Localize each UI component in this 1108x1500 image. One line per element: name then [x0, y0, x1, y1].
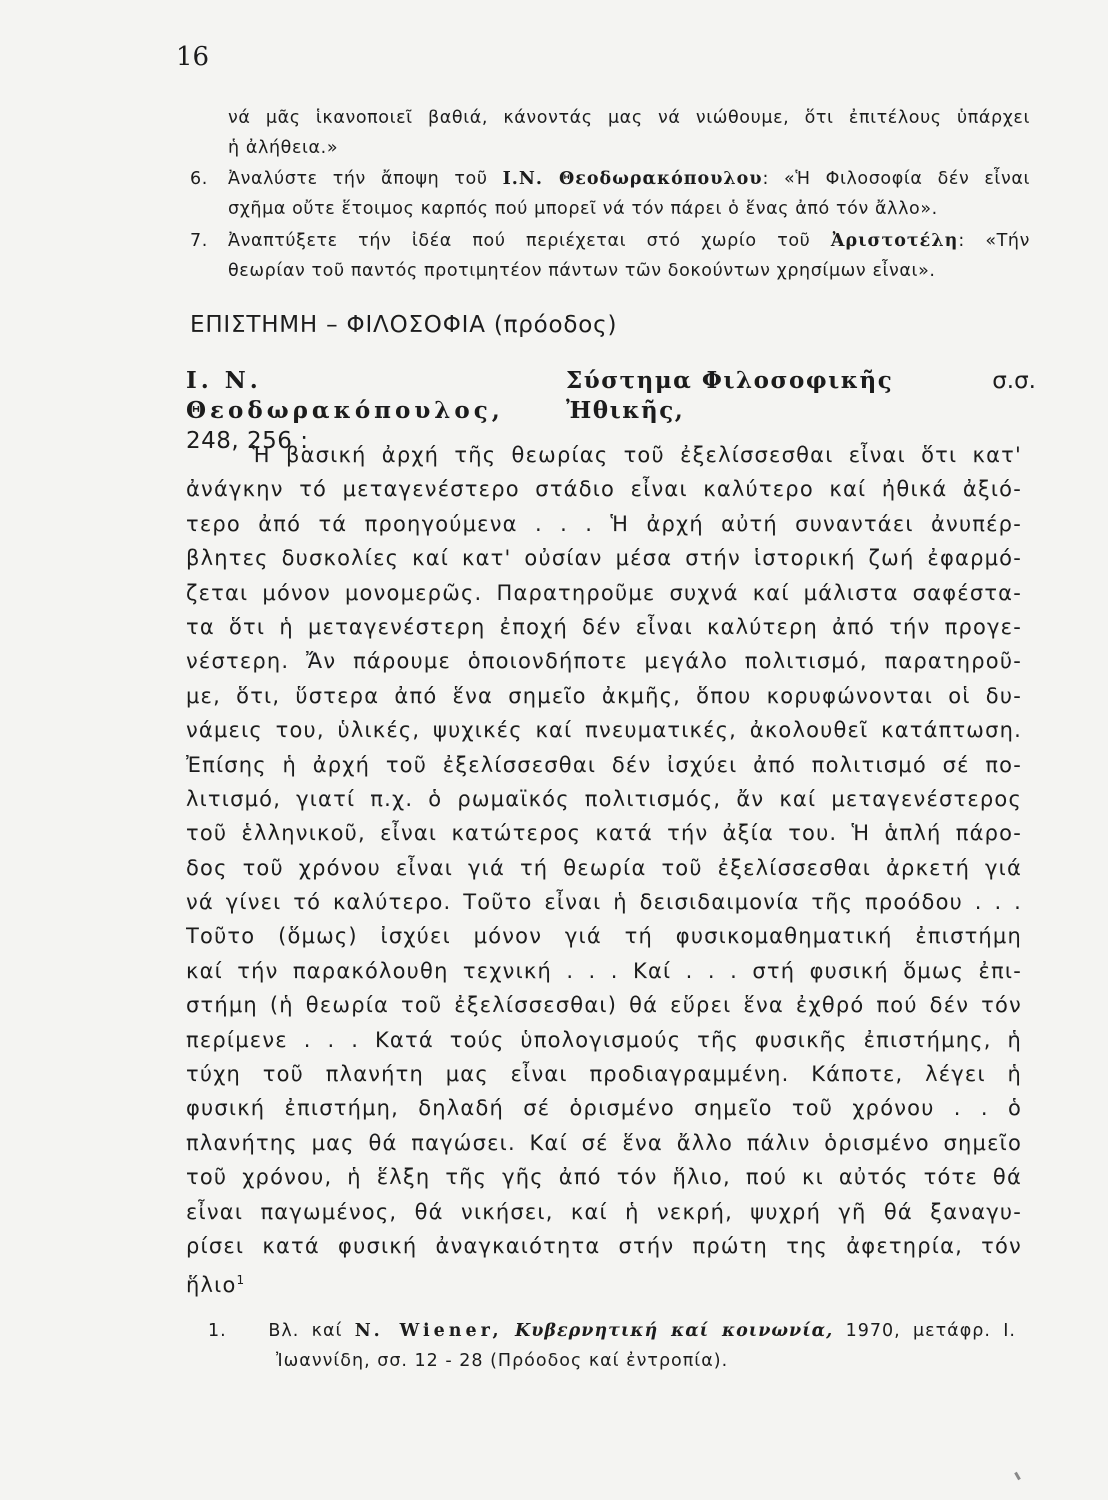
body-line: τερο ἀπό τά προηγούμενα . . . Ἡ ἀρχή αὐτή συναντάει ἀνυπέρ- — [186, 511, 1022, 536]
body-line: τοῦ ἑλληνικοῦ, εἶναι κατώτερος κατά τήν ἀξία του. Ἡ ἁπλή πάρο- — [186, 821, 1022, 846]
scan-speck — [1014, 1472, 1021, 1480]
body-line: ζεται μόνον μονομερῶς. Παρατηροῦμε συχνά καί μάλιστα σαφέστα- — [186, 580, 1022, 605]
body-line: νέστερη. Ἄν πάρουμε ὁποιονδήποτε μεγάλο πολιτισμό, παρατηροῦ- — [186, 649, 1022, 674]
question-author: Ἀριστοτέλη — [830, 231, 959, 251]
body-text — [186, 438, 1022, 1298]
footnote-text: Ἰωαννίδη, σσ. 12 - 28 (Πρόοδος καί ἐντροπία). — [276, 1351, 729, 1371]
source-work: Σύστημα Φιλοσοφικῆς Ἠθικῆς, — [565, 367, 894, 424]
page-number: 16 — [176, 42, 210, 72]
body-line: δος τοῦ χρόνου εἶναι γιά τή θεωρία τοῦ ἐξελίσσεσθαι ἀρκετή γιά — [186, 855, 1022, 880]
section-title: ΕΠΙΣΤΗΜΗ – ΦΙΛΟΣΟΦΙΑ (πρόοδος) — [190, 312, 618, 338]
question-text: : «Ἡ Φιλοσοφία δέν εἶναι — [762, 169, 1030, 189]
footnote-marker: 1 — [236, 1273, 246, 1288]
intro-quote — [190, 103, 1030, 163]
body-line: ἀνάγκην τό μεταγενέστερο στάδιο εἶναι καλύτερο καί ἠθικά ἀξιό- — [186, 477, 1022, 502]
body-line: τύχη τοῦ πλανήτη μας εἶναι προδιαγραμμένη. Κάποτε, λέγει ἡ — [186, 1062, 1022, 1087]
question-text: : «Τήν — [958, 231, 1030, 251]
body-line: Ἡ βασική ἀρχή τῆς θεωρίας τοῦ ἐξελίσσεσθαι εἶναι ὅτι κατ' — [252, 443, 1022, 467]
body-line: ρίσει κατά φυσική ἀναγκαιότητα στήν πρώτη της ἀφετηρία, τόν — [186, 1233, 1022, 1258]
question-author: Ι.Ν. Θεοδωρακόπουλου — [502, 169, 763, 189]
body-last-word: ἥλιο — [186, 1273, 237, 1298]
body-line — [186, 1263, 1022, 1297]
question-text: Ἀναλύστε τήν ἄποψη τοῦ — [228, 169, 503, 189]
body-line: νά γίνει τό καλύτερο. Τοῦτο εἶναι ἡ δεισιδαιμονία τῆς προόδου . . . — [186, 890, 1022, 915]
body-line: περίμενε . . . Κατά τούς ὑπολογισμούς τῆς φυσικῆς ἐπιστήμης, ἡ — [186, 1027, 1022, 1052]
body-line: τοῦ χρόνου, ἡ ἕλξη τῆς γῆς ἀπό τόν ἥλιο, πού κι αὐτός τότε θά — [186, 1165, 1022, 1190]
question-text: θεωρίαν τοῦ παντός προτιμητέον πάντων τῶν δοκούντων χρησίμων εἶναι». — [228, 261, 936, 281]
body-line: στήμη (ἡ θεωρία τοῦ ἐξελίσσεσθαι) θά εὕρει ἕνα ἐχθρό πού δέν τόν — [186, 993, 1022, 1018]
intro-quote-line: νά μᾶς ἱκανοποιεῖ βαθιά, κάνοντάς μας νά νιώθουμε, ὅτι ἐπιτέλους ὑπάρχει — [228, 108, 1030, 128]
body-line: τα ὅτι ἡ μεταγενέστερη ἐποχή δέν εἶναι καλύτερη ἀπό τήν προγε- — [186, 614, 1022, 639]
body-line: νάμεις του, ὑλικές, ψυχικές καί πνευματικές, ἀκολουθεῖ κατάπτωση. — [186, 718, 1022, 743]
body-line: λιτισμό, γιατί π.χ. ὁ ρωμαϊκός πολιτισμός, ἄν καί μεταγενέστερος — [186, 786, 1022, 811]
body-line: καί τήν παρακόλουθη τεχνική . . . Καί . . . στή φυσική ὅμως ἐπι- — [186, 958, 1022, 983]
footnote-text: 1970, μετάφρ. Ι. — [845, 1321, 1016, 1341]
question-number: 6. — [190, 169, 208, 189]
footnote-text: Βλ. καί — [268, 1321, 343, 1341]
footnote-number: 1. — [208, 1321, 227, 1341]
source-ref: σ.σ. — [992, 368, 1036, 394]
source-author: Ι. Ν. Θεοδωρακόπουλος, — [186, 367, 504, 424]
body-line: Ἐπίσης ἡ ἀρχή τοῦ ἐξελίσσεσθαι δέν ἰσχύει ἀπό πολιτισμό σέ πο- — [186, 752, 1022, 777]
body-line: εἶναι παγωμένος, θά νικήσει, καί ἡ νεκρή, ψυχρή γῆ θά ξαναγυ- — [186, 1199, 1022, 1224]
body-line: με, ὅτι, ὕστερα ἀπό ἕνα σημεῖο ἀκμῆς, ὅπου κορυφώνονται οἱ δυ- — [186, 683, 1022, 708]
body-line: Τοῦτο (ὅμως) ἰσχύει μόνον γιά τή φυσικομαθηματική ἐπιστήμη — [186, 924, 1022, 949]
source-pages: 248, 256 : — [186, 428, 309, 454]
intro-quote-line: ἡ ἀλήθεια.» — [228, 138, 339, 158]
footnote-author: N. Wiener, — [354, 1321, 503, 1341]
footnote-title: Κυβερνητική καί κοινωνία, — [515, 1321, 834, 1341]
body-line: βλητες δυσκολίες καί κατ' οὐσίαν μέσα στήν ἱστορική ζωή ἐφαρμό- — [186, 546, 1022, 571]
question-item — [190, 226, 1030, 286]
footnote — [186, 1316, 1016, 1376]
question-item — [190, 164, 1030, 224]
question-text: σχῆμα οὔτε ἕτοιμος καρπός πού μπορεῖ νά τόν πάρει ὁ ἕνας ἀπό τόν ἄλλο». — [228, 199, 938, 219]
body-line: φυσική ἐπιστήμη, δηλαδή σέ ὁρισμένο σημεῖο τοῦ χρόνου . . ὁ — [186, 1096, 1022, 1121]
question-number: 7. — [190, 231, 208, 251]
body-line: πλανήτης μας θά παγώσει. Καί σέ ἕνα ἄλλο πάλιν ὁρισμένο σημεῖο — [186, 1130, 1022, 1155]
question-text: Ἀναπτύξετε τήν ἰδέα πού περιέχεται στό χωρίο τοῦ — [228, 231, 831, 251]
